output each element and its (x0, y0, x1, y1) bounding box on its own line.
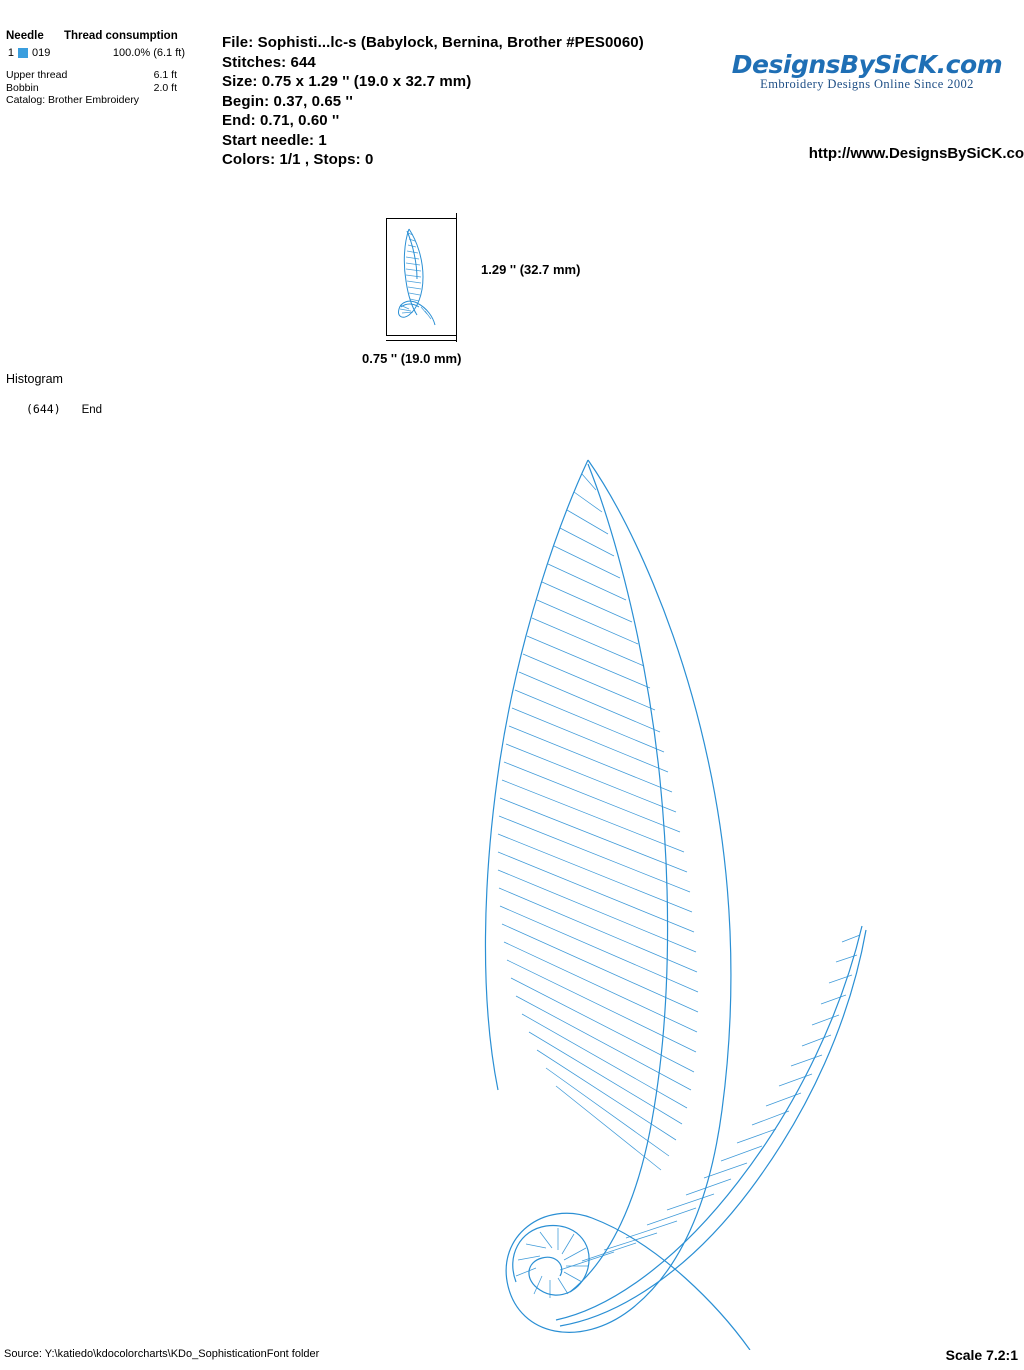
size-line: Size: 0.75 x 1.29 '' (19.0 x 32.7 mm) (222, 73, 472, 90)
source-path: Source: Y:\katiedo\kdocolorcharts\KDo_SophisticationFont folder (4, 1348, 320, 1360)
bobbin-label: Bobbin (6, 81, 39, 94)
list-item (6, 82, 221, 95)
logo-tagline: Embroidery Designs Online Since 2002 (760, 77, 974, 91)
thread-consumption-summary (6, 69, 221, 107)
histogram-title: Histogram (6, 372, 63, 386)
height-dimension-label: 1.29 '' (32.7 mm) (481, 262, 581, 277)
needle-column-header: Needle (6, 30, 44, 42)
catalog-label: Catalog: Brother Embroidery (6, 94, 140, 106)
thread-color-swatch (18, 48, 28, 58)
end-line: End: 0.71, 0.60 '' (222, 112, 340, 129)
needle-number: 1 (7, 47, 14, 59)
start-needle-line: Start needle: 1 (222, 131, 327, 149)
satin-stitch-lines (498, 474, 860, 1298)
scale-label: Scale 7.2:1 (945, 1347, 1018, 1363)
histogram-entry (26, 402, 102, 416)
stitches-line: Stitches: 644 (222, 53, 316, 71)
design-preview-thumbnail (387, 219, 457, 337)
design-preview-box (386, 218, 456, 336)
thread-consumption-column-header: Thread consumption (64, 30, 178, 42)
upper-thread-label: Upper thread (6, 69, 68, 81)
needle-table-header (6, 30, 221, 45)
histogram-end-label: End (81, 404, 103, 416)
width-dimension-label: 0.75 '' (19.0 mm) (362, 351, 462, 366)
design-file-info (222, 33, 644, 170)
begin-line: Begin: 0.37, 0.65 '' (222, 92, 353, 110)
list-item (6, 69, 221, 82)
upper-thread-value: 6.1 ft (153, 69, 177, 81)
thread-code: 019 (32, 47, 51, 59)
website-url: http://www.DesignsBySiCK.co (808, 145, 1024, 162)
dimension-line-horizontal (386, 340, 456, 341)
thread-percent: 100.0% (6.1 ft) (112, 47, 185, 59)
stitch-artwork (330, 430, 930, 1350)
logo-text: DesignsBySiCK.com (731, 50, 1003, 79)
colors-line: Colors: 1/1 , Stops: 0 (222, 151, 374, 168)
bobbin-value: 2.0 ft (153, 81, 177, 94)
file-name-line: File: Sophisti...lc-s (Babylock, Bernina, Brother #PES0060) (222, 34, 644, 51)
histogram-count: (644) (26, 402, 61, 416)
stitch-pattern-svg (330, 430, 930, 1350)
table-row (6, 45, 221, 59)
needle-thread-table (6, 30, 221, 107)
brand-logo (712, 52, 1022, 92)
